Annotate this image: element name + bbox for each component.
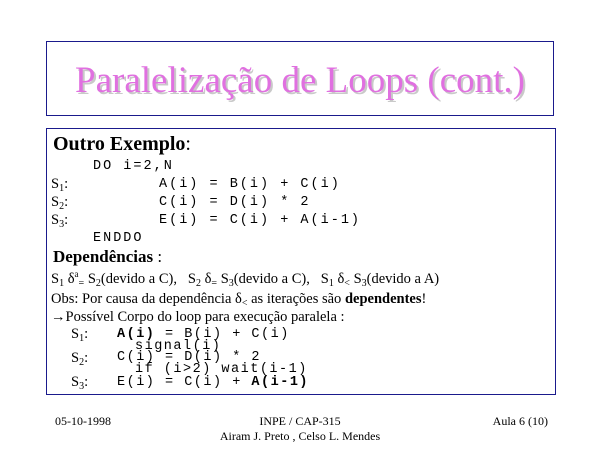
example-heading-colon: :: [185, 133, 191, 155]
code-label-s1: $S_1$:: [51, 176, 69, 194]
code-statement-s3: E(i) = C(i) + A(i-1): [159, 213, 362, 228]
dependencias-heading: Dependências :: [53, 247, 163, 266]
example-heading: [53, 133, 191, 156]
footer-course: INPE / CAP-315: [259, 414, 341, 428]
footer-page: Aula 6 (10): [492, 414, 548, 428]
title-box: [46, 41, 554, 116]
dependency-item: $S_1$ $\delta^a_=$ $S_2(devido$ a C),: [51, 269, 177, 289]
parallel-statement-s3: E(i) = C(i) + A(i-1): [117, 375, 310, 390]
dependency-item: $S_2$ $\delta_=$ $S_3(devido$ a C),: [187, 270, 310, 289]
code-do-line: DO i=2,N: [93, 159, 174, 174]
content-box: [46, 128, 556, 395]
parallel-statement-s1: A(i) = B(i) + C(i): [117, 327, 290, 342]
parallel-label-s1: $S_1$:: [71, 326, 89, 344]
footer-authors: Airam J. Preto , Celso L. Mendes: [219, 429, 381, 443]
code-label-s2: $S_2$:: [51, 194, 69, 212]
dependency-item: $S_1$ $\delta_<$ $S_3(devido$ a A): [320, 270, 440, 289]
dependency-list: [51, 269, 439, 289]
parallel-wait: if (i>2) wait(i-1): [135, 362, 308, 377]
code-label-s3: $S_3$:: [51, 212, 69, 230]
parallel-statement-s2: C(i) = D(i) * 2: [117, 350, 262, 365]
code-enddo: ENDDO: [93, 231, 144, 246]
code-statement-s1: A(i) = B(i) + C(i): [159, 177, 341, 192]
parallel-label-s2: $S_2$:: [71, 350, 89, 368]
parallel-label-s3: $S_3$:: [71, 374, 89, 392]
parallel-intro: →Possível Corpo do loop para execução paralela :: [51, 309, 345, 325]
slide-title: Paralelização de Loops (cont.): [75, 60, 525, 101]
parallel-signal: signal(i): [135, 339, 222, 354]
code-statement-s2: C(i) = D(i) * 2: [159, 195, 311, 210]
right-arrow-icon: →: [51, 309, 66, 325]
obs-line: Obs: Por causa da dependência $\delta_<$ as iterações são dependentes!: [51, 291, 427, 309]
example-heading-text: Outro Exemplo: [53, 133, 186, 155]
footer-date: 05-10-1998: [55, 414, 111, 428]
